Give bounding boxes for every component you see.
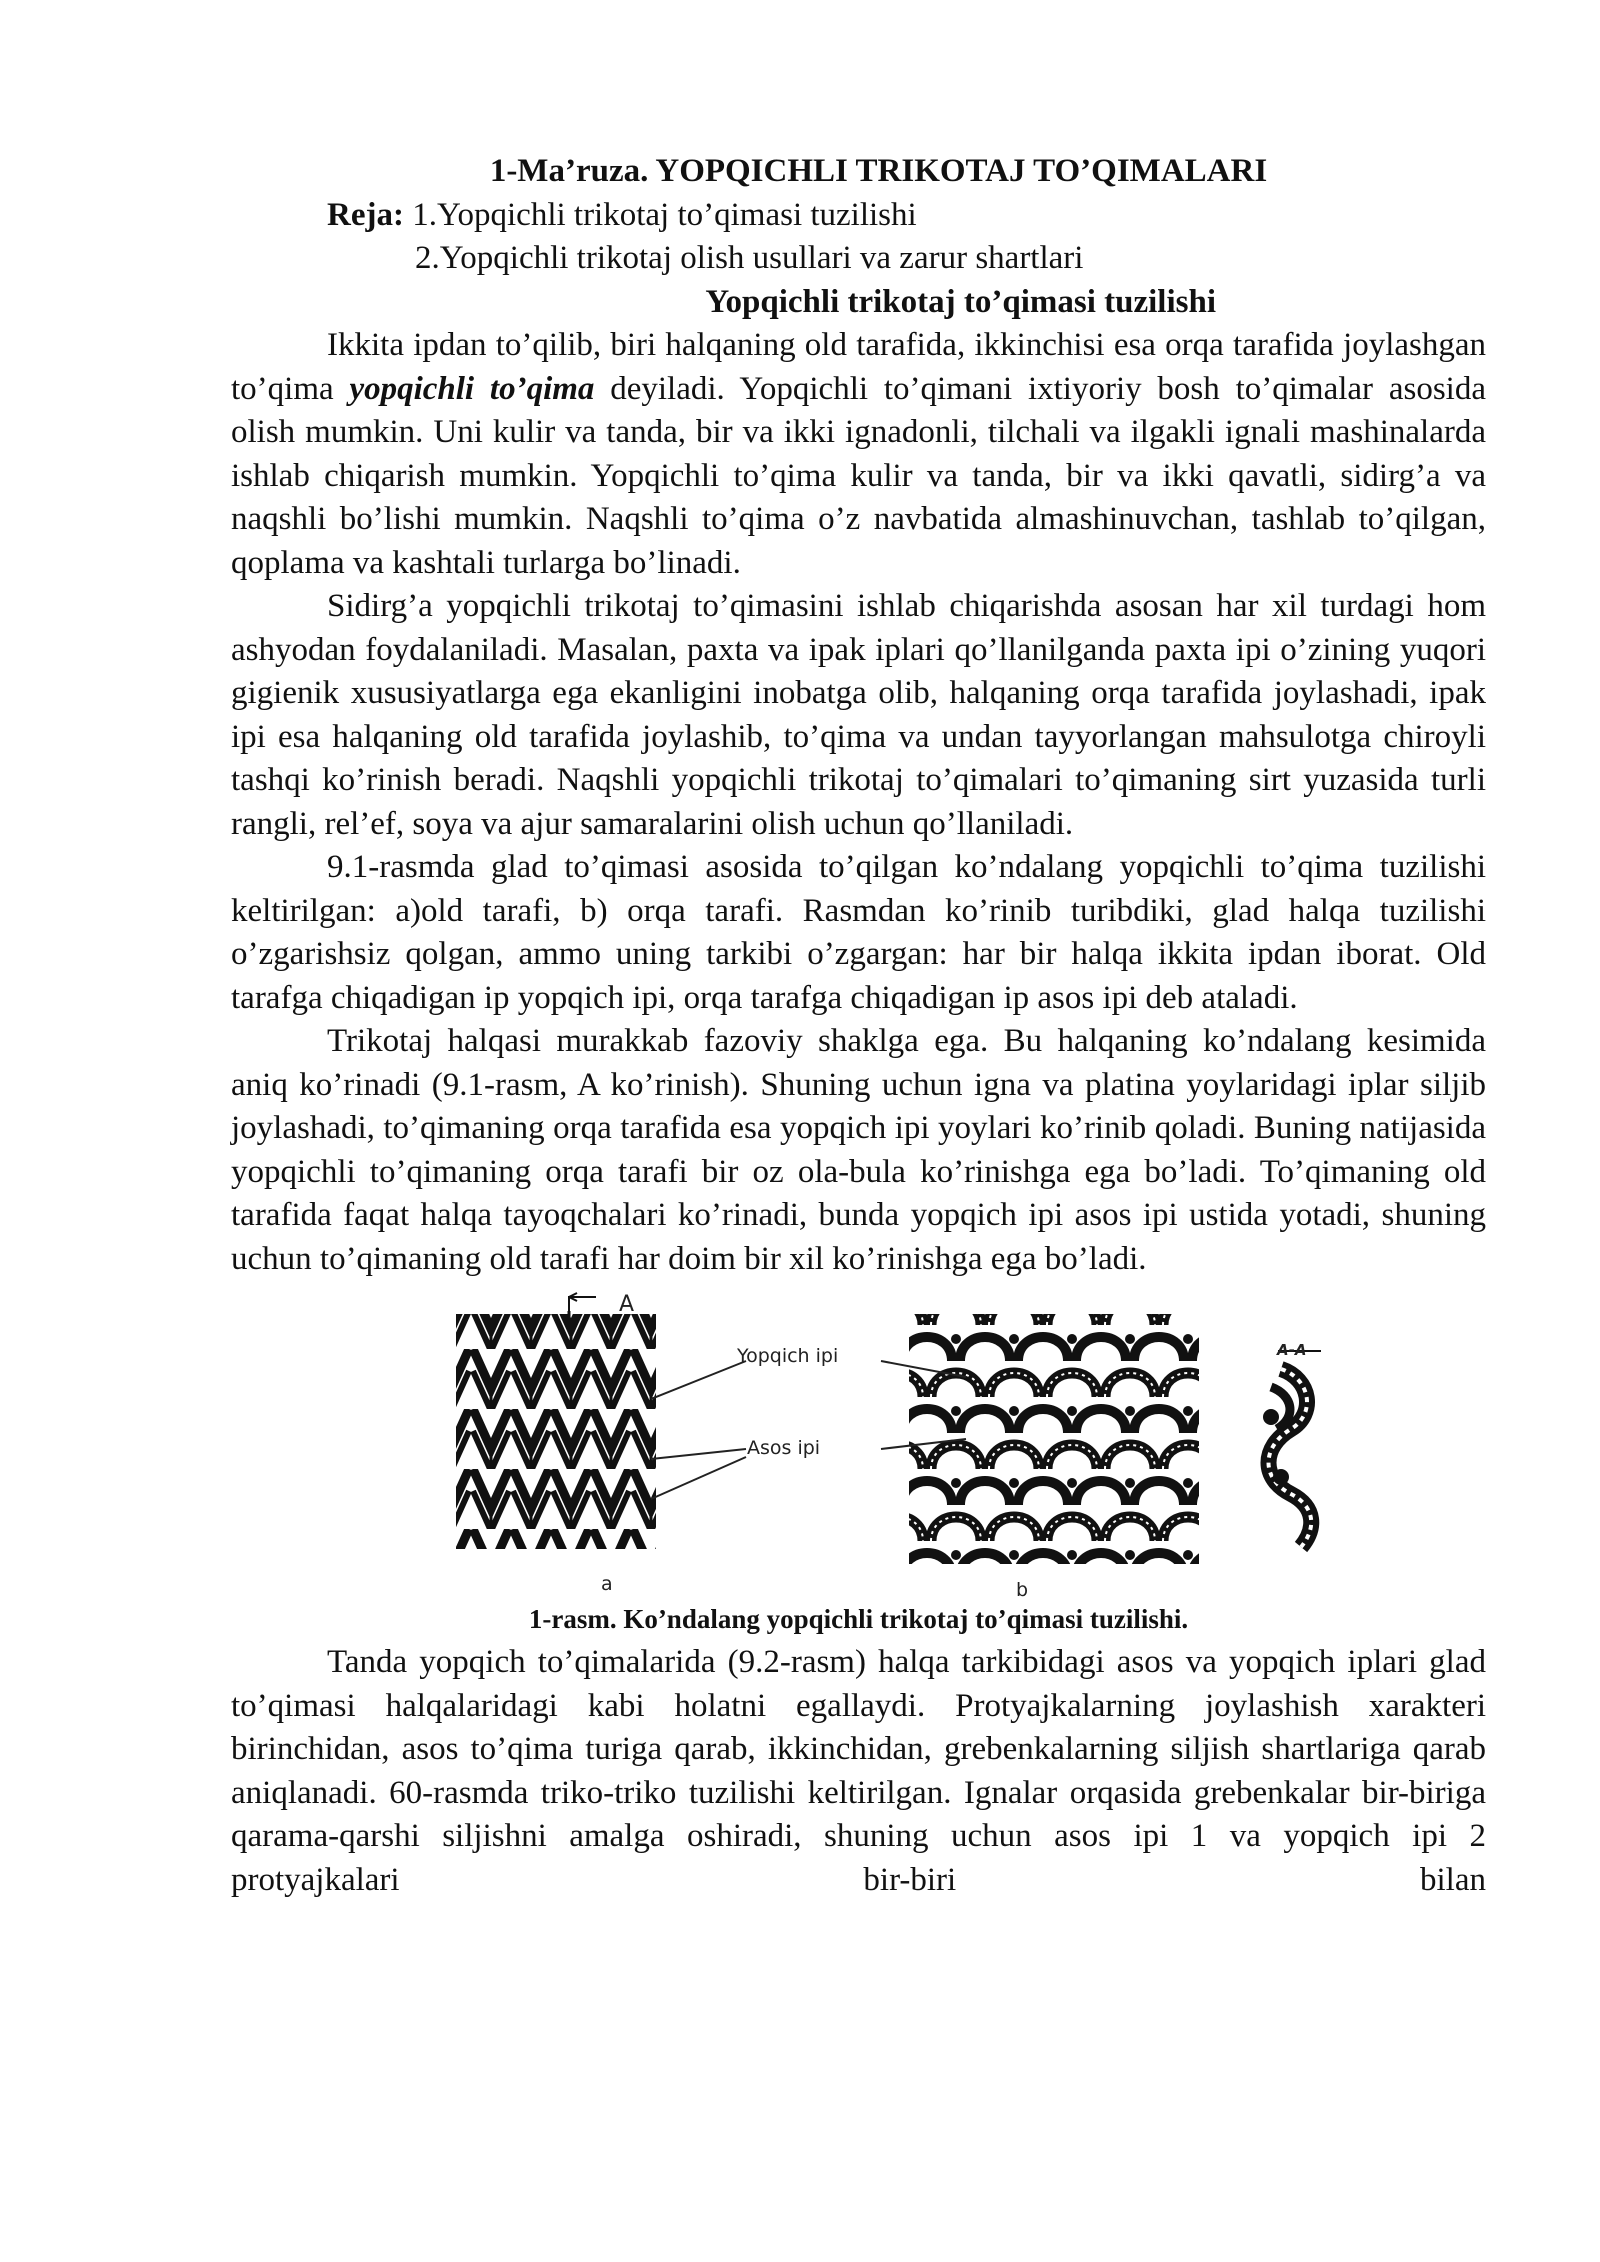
fabric-face-side-a <box>456 1314 656 1549</box>
paragraph-1-term: yopqichli to’qima <box>349 370 595 407</box>
paragraph-2: Sidirg’a yopqichli trikotaj to’qimasini ishlab chiqarishda asosan har xil turdagi hom ashyodan foydalaniladi. Masalan, paxta va ipak iplari qo’llanilganda paxta ipi o’zining yuqori gigienik xususiyatlarga ega ekanligini inobatga olib, halqaning orqa tarafida joylashadi, ipak ipi esa halqaning old tarafida joylashib, to’qima va undan tayyorlangan mahsulotga chiroyli tashqi ko’rinish beradi. Naqshli yopqichli trikotaj to’qimalari to’qimaning sirt yuzasida turli rangli, rel’ef, soya va ajur samaralarini olish uchun qo’llaniladi. <box>231 588 1486 842</box>
plan-item-1: 1.Yopqichli trikotaj to’qimasi tuzilishi <box>403 196 917 233</box>
figure-caption: 1-rasm. Ko’ndalang yopqichli trikotaj to’qimasi tuzilishi. <box>528 1604 1189 1634</box>
label-A: A <box>619 1292 635 1317</box>
cross-section-AA <box>1263 1351 1321 1547</box>
paragraph-1-after: deyiladi. Yopqichli to’qimani ixtiyoriy bosh to’qimalar asosida olish mumkin. Uni kulir va tanda, bir va ikki ignadonli, tilchali va ilgakli ignali mashinalarda ishlab chiqarish mumkin. Yopqichli to’qima kulir va tanda, bir va ikki qavatli, sidirg’a va naqshli bo’lishi mumkin. Naqshli to’qima o’z navbatida almashinuvchan, tashlab to’qilgan, qoplama va kashtali turlarga bo’linadi. <box>231 370 1486 581</box>
plan-item-2: 2.Yopqichli trikotaj olish usullari va zarur shartlari <box>415 240 1084 276</box>
knit-structure-figure <box>231 1289 1486 1599</box>
label-yopqich-ipi: Yopqich ipi <box>737 1345 839 1367</box>
paragraph-5: Tanda yopqich to’qimalarida (9.2-rasm) halqa tarkibidagi asos va yopqich iplari glad to’qimasi halqalaridagi kabi holatni egallaydi. Protyajkalarning joylashish xarakteri birinchidan, asos to’qima turiga qarab, ikkinchidan, grebenkalarning siljish shartlariga qarab aniqlanadi. 60-rasmda triko-triko tuzilishi keltirilgan. Ignalar orqasida grebenkalar bir-biriga qarama-qarshi siljishni amalga oshiradi, shuning uchun asos ipi 1 va yopqich ipi 2 protyajkalari bir-biri bilan <box>231 1644 1486 1898</box>
plan-line-1 <box>231 194 1486 238</box>
document-page <box>231 150 1486 1902</box>
paragraph-3: 9.1-rasmda glad to’qimasi asosida to’qilgan ko’ndalang yopqichli to’qima tuzilishi keltirilgan: a)old tarafi, b) orqa tarafi. Rasmdan ko’rinib turibdiki, glad halqa tuzilishi o’zgarishsiz qolgan, ammo uning tarkibi o’zgargan: har bir halqa ikkita ipdan iborat. Old tarafga chiqadigan ip yopqich ipi, orqa tarafga chiqadigan ip asos ipi deb ataladi. <box>231 849 1486 1016</box>
section-title: Yopqichli trikotaj to’qimasi tuzilishi <box>705 283 1216 320</box>
fabric-back-side-b <box>909 1314 1199 1564</box>
plan-label: Reja: <box>327 196 404 233</box>
lecture-title: 1-Ma’ruza. YOPQICHLI TRIKOTAJ TO’QIMALARI <box>489 153 1268 189</box>
paragraph-1-before: Ikkita ipdan to’qilib, biri halqaning old tarafida, ikkinchisi esa orqa tarafida joylashgan to’qima <box>231 327 1486 407</box>
paragraph-1 <box>231 324 1486 585</box>
label-b: b <box>1016 1579 1029 1601</box>
paragraph-4: Trikotaj halqasi murakkab fazoviy shaklga ega. Bu halqaning ko’ndalang kesimida aniq ko’rinadi (9.1-rasm, A ko’rinish). Shuning uchun igna va platina yoylaridagi iplar siljib joylashadi, to’qimaning orqa tarafida esa yopqich ipi yoylari ko’rinib qoladi. Buning natijasida yopqichli to’qimaning orqa tarafi bir oz ola-bula ko’rinishga ega bo’ladi. To’qimaning old tarafida faqat halqa tayoqchalari ko’rinadi, bunda yopqich ipi asos ipi ustida yotadi, shuning uchun to’qimaning old tarafi har doim bir xil ko’rinishga ega bo’ladi. <box>231 1023 1486 1277</box>
label-AA: A-A <box>1277 1341 1307 1359</box>
label-asos-ipi: Asos ipi <box>747 1437 821 1459</box>
label-a: a <box>601 1573 613 1595</box>
